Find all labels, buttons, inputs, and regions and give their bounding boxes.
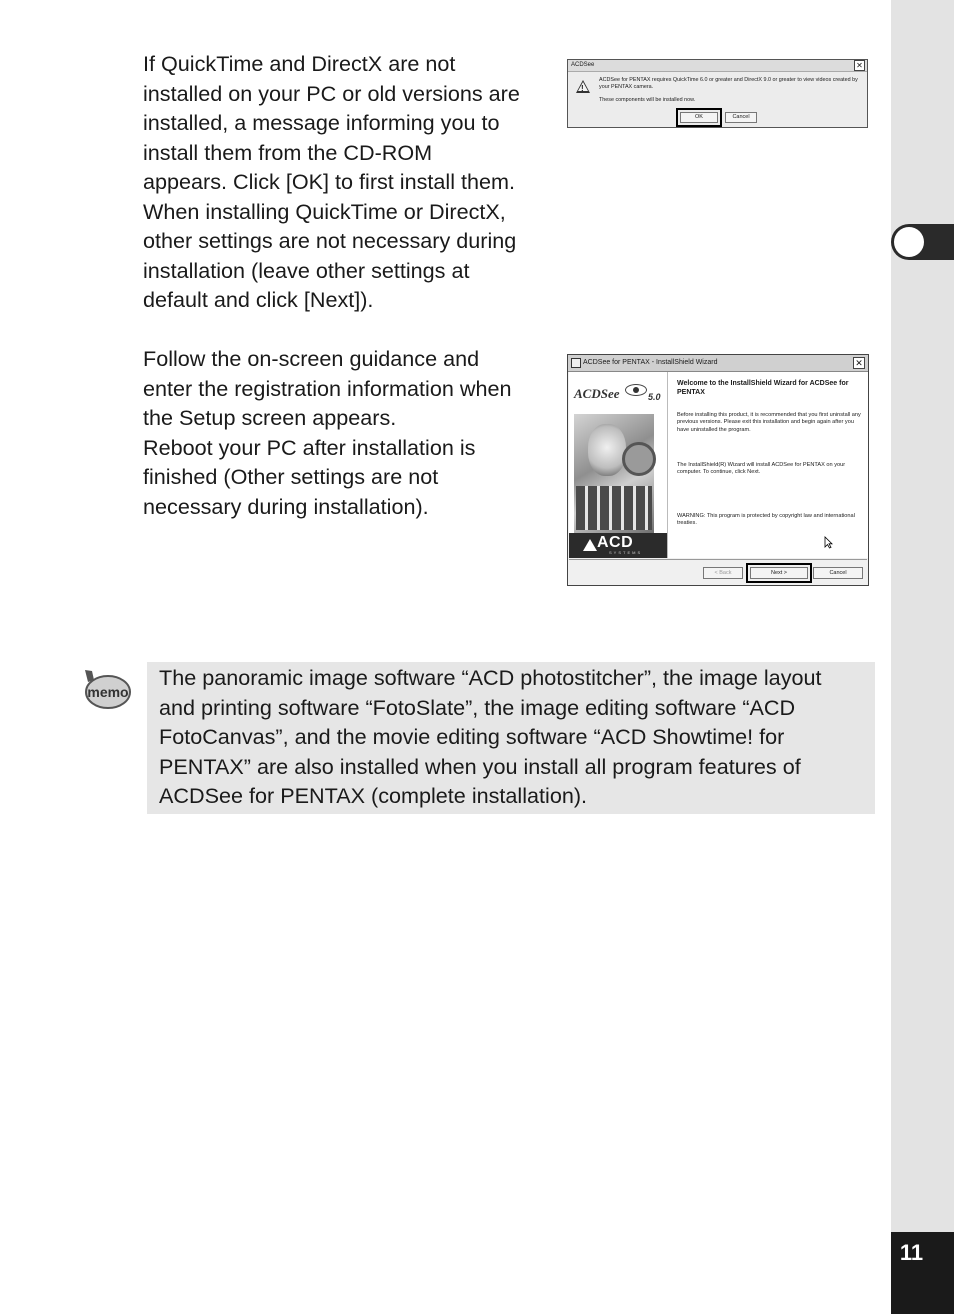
button-separator [569, 559, 867, 560]
banner-photo [574, 414, 654, 534]
memo-text [159, 663, 869, 811]
memo-icon [82, 668, 132, 712]
chapter-tab [891, 224, 954, 260]
text-line: the Setup screen appears. [143, 405, 397, 430]
text-line: installed, a message informing you to [143, 110, 500, 135]
wizard-content [668, 372, 868, 558]
text-line: enter the registration information when [143, 375, 512, 401]
mouse-cursor-icon [824, 536, 833, 549]
text-line: other settings are not necessary during [143, 228, 517, 253]
quicktime-directx-dialog [567, 59, 868, 128]
text-line: If QuickTime and DirectX are not [143, 51, 456, 76]
dialog-titlebar [568, 60, 867, 72]
text-line: finished (Other settings are not [143, 464, 439, 489]
text-line: When installing QuickTime or DirectX, [143, 198, 506, 224]
warning-mark: ! [581, 84, 584, 93]
ok-button[interactable]: OK [680, 112, 718, 123]
memo-line: and printing software “FotoSlate”, the image editing software “ACD [159, 694, 796, 720]
wizard-heading: Welcome to the InstallShield Wizard for ACDSee for PENTAX [677, 380, 849, 396]
cancel-button[interactable]: Cancel [813, 567, 863, 579]
memo-line: The panoramic image software “ACD photostitcher”, the image layout [159, 665, 822, 690]
close-icon[interactable]: ✕ [853, 357, 865, 369]
close-icon[interactable]: ✕ [854, 60, 865, 71]
dialog-message: ACDSee for PENTAX requires QuickTime 6.0 or greater and DirectX 9.0 or greater to view videos created by your PENTAX camera. [599, 77, 858, 90]
text-line: installed on your PC or old versions are [143, 80, 520, 106]
page-number-box [891, 1232, 954, 1314]
wizard-paragraph: Before installing this product, it is recommended that you first uninstall any previous versions. Please exit this installation and begin again after you have uninstalled the program. [677, 412, 861, 433]
memo-line: FotoCanvas”, and the movie editing software “ACD Showtime! for [159, 724, 785, 749]
wizard-titlebar [568, 355, 868, 372]
acd-logo: ACD [597, 534, 634, 551]
text-line: Reboot your PC after installation is [143, 434, 476, 460]
instruction-paragraph-1 [143, 49, 548, 315]
text-line: Follow the on-screen guidance and [143, 346, 480, 371]
dialog-message-secondary: These components will be installed now. [599, 97, 696, 103]
wizard-banner [569, 372, 668, 558]
text-line: install them from the CD-ROM [143, 139, 433, 165]
memo-icon-label: memo [87, 684, 129, 700]
memo-box [147, 662, 875, 814]
camera-lens-image [622, 442, 656, 476]
memo-line: PENTAX” are also installed when you install all program features of [159, 753, 801, 779]
dialog-title: ACDSee [571, 62, 595, 68]
next-button[interactable]: Next > [750, 567, 808, 579]
page-sidebar [891, 0, 954, 1314]
version-label: 5.0 [648, 392, 661, 402]
acdsee-logo: ACDSee [574, 386, 620, 401]
wizard-paragraph: The InstallShield(R) Wizard will install ACDSee for PENTAX on your computer. To continue, click Next. [677, 462, 846, 476]
wizard-warning: WARNING: This program is protected by copyright law and international treaties. [677, 513, 855, 527]
acd-systems-label: SYSTEMS [609, 550, 643, 555]
portrait-image [588, 424, 626, 476]
installer-icon [571, 358, 581, 368]
back-button[interactable]: < Back [703, 567, 743, 579]
wizard-title: ACDSee for PENTAX - InstallShield Wizard [583, 359, 718, 366]
text-line: necessary during installation). [143, 493, 429, 519]
cancel-button[interactable]: Cancel [725, 112, 757, 123]
installshield-wizard-dialog [567, 354, 869, 586]
chapter-dot-icon [894, 227, 924, 257]
page-number: 11 [899, 1240, 924, 1265]
text-line: default and click [Next]). [143, 287, 374, 312]
memo-line: ACDSee for PENTAX (complete installation). [159, 783, 588, 808]
acd-triangle-icon [583, 539, 597, 551]
thumbnail-strip-image [576, 486, 652, 530]
acd-systems-band [569, 533, 667, 558]
instruction-paragraph-2 [143, 344, 548, 521]
text-line: appears. Click [OK] to first install them. [143, 169, 516, 194]
text-line: installation (leave other settings at [143, 257, 470, 283]
eye-icon [625, 384, 647, 396]
